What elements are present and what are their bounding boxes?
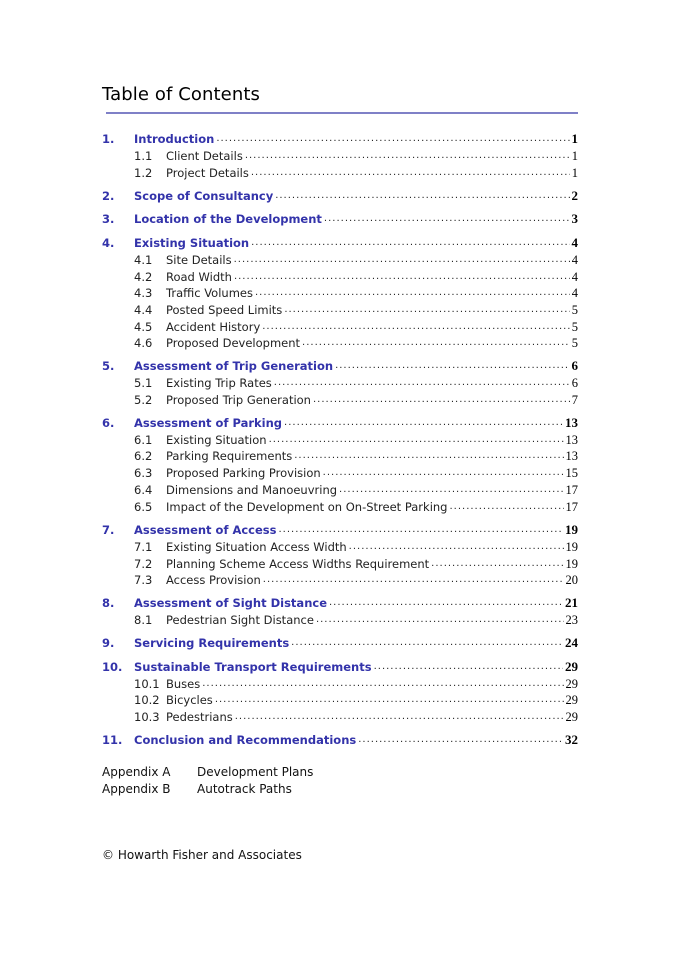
toc-dot-leader [255,286,570,300]
appendix-label: Appendix A [102,765,171,779]
toc-dot-leader [374,660,563,674]
toc-entry-number: 6. [102,416,115,430]
toc-entry-number: 6.1 [134,433,153,447]
toc-entry-label: Client Details [166,149,243,163]
toc-dot-leader [284,303,569,317]
toc-section-entry[interactable] [102,210,578,226]
toc-entry-text [134,359,578,373]
toc-entry-label: Assessment of Trip Generation [134,359,334,373]
toc-entry-number: 4.6 [134,336,153,350]
toc-entry-label: Parking Requirements [166,449,293,463]
toc-section-entry[interactable] [102,731,578,747]
toc-entry-page: 4 [571,253,578,267]
toc-entry-page: 13 [565,415,578,430]
toc-entry-text [134,523,578,537]
toc-section-entry[interactable] [102,130,578,146]
toc-entry-page: 17 [565,483,578,497]
toc-entry-text [166,433,578,447]
toc-entry-page: 4 [571,270,578,284]
toc-dot-leader [349,540,564,554]
toc-entry-page: 5 [571,320,578,334]
toc-dot-leader [245,149,570,163]
toc-entry-number: 6.5 [134,500,153,514]
toc-entry-page: 7 [571,393,578,407]
toc-entry-text [134,416,578,430]
toc-entry-page: 32 [565,732,578,747]
toc-dot-leader [335,359,569,373]
toc-entry-page: 15 [565,466,578,480]
toc-entry-label: Introduction [134,132,215,146]
toc-entry-label: Buses [166,677,201,691]
toc-entry-text [166,303,578,317]
toc-dot-leader [263,573,564,587]
toc-entry-number: 4.3 [134,286,153,300]
toc-entry-label: Sustainable Transport Requirements [134,660,372,674]
toc-entry-page: 20 [565,573,578,587]
toc-subsection-entry[interactable] [102,691,578,707]
toc-entry-page: 4 [571,235,578,250]
toc-entry-number: 9. [102,636,115,650]
toc-entry-number: 4.2 [134,270,153,284]
toc-subsection-entry[interactable] [102,147,578,163]
toc-dot-leader [215,693,564,707]
toc-subsection-entry[interactable] [102,555,578,571]
toc-section-entry[interactable] [102,234,578,250]
toc-subsection-entry[interactable] [102,447,578,463]
toc-dot-leader [234,270,570,284]
toc-entry-number: 1.2 [134,166,153,180]
toc-entry-label: Road Width [166,270,232,284]
toc-entry-number: 5.2 [134,393,153,407]
toc-subsection-entry[interactable] [102,251,578,267]
toc-entry-text [166,166,578,180]
toc-subsection-entry[interactable] [102,571,578,587]
toc-entry-label: Planning Scheme Access Widths Requirement [166,557,430,571]
toc-subsection-entry[interactable] [102,284,578,300]
toc-entry-number: 6.2 [134,449,153,463]
toc-entry-page: 29 [565,693,578,707]
toc-entry-number: 8.1 [134,613,153,627]
toc-entry-number: 7.3 [134,573,153,587]
toc-entry-number: 8. [102,596,115,610]
toc-entry-label: Traffic Volumes [166,286,253,300]
toc-dot-leader [294,449,563,463]
toc-entry-page: 3 [571,211,578,226]
toc-entry-number: 3. [102,212,115,226]
toc-subsection-entry[interactable] [102,431,578,447]
toc-entry-text [166,253,578,267]
toc-entry-label: Access Provision [166,573,261,587]
toc-entry-label: Assessment of Access [134,523,277,537]
toc-entry-label: Conclusion and Recommendations [134,733,357,747]
toc-entry-label: Scope of Consultancy [134,189,274,203]
toc-dot-leader [313,393,570,407]
toc-entry-text [166,500,578,514]
toc-entry-label: Proposed Trip Generation [166,393,311,407]
toc-dot-leader [339,483,563,497]
appendix-title: Development Plans [197,765,314,779]
toc-entry-text [134,660,578,674]
toc-entry-page: 19 [565,522,578,537]
toc-dot-leader [274,376,570,390]
toc-entry-label: Proposed Parking Provision [166,466,321,480]
toc-entry-page: 5 [571,303,578,317]
toc-subsection-entry[interactable] [102,301,578,317]
toc-entry-label: Existing Trip Rates [166,376,272,390]
toc-entry-page: 29 [565,710,578,724]
toc-entry-label: Existing Situation [166,433,267,447]
toc-dot-leader [235,710,564,724]
toc-entry-text [166,270,578,284]
toc-dot-leader [431,557,563,571]
toc-entry-label: Servicing Requirements [134,636,290,650]
toc-entry-label: Project Details [166,166,249,180]
toc-entry-text [166,710,578,724]
toc-subsection-entry[interactable] [102,481,578,497]
toc-dot-leader [302,336,570,350]
toc-entry-label: Assessment of Parking [134,416,283,430]
toc-subsection-entry[interactable] [102,675,578,691]
toc-subsection-entry[interactable] [102,464,578,480]
title-divider [106,112,578,114]
toc-entry-label: Assessment of Sight Distance [134,596,327,610]
toc-dot-leader [216,132,569,146]
toc-entry-text [134,596,578,610]
toc-entry-text [166,466,578,480]
toc-entry-number: 11. [102,733,123,747]
toc-entry-number: 1.1 [134,149,153,163]
toc-entry-page: 13 [565,449,578,463]
toc-entry-number: 4.4 [134,303,153,317]
toc-entry-number: 1. [102,132,115,146]
toc-entry-number: 10.1 [134,677,160,691]
toc-entry-text [166,336,578,350]
toc-entry-page: 13 [565,433,578,447]
toc-entry-number: 7.1 [134,540,153,554]
toc-dot-leader [269,433,564,447]
toc-entry-text [166,286,578,300]
toc-entry-number: 10.2 [134,693,160,707]
toc-section-entry[interactable] [102,187,578,203]
toc-entry-label: Posted Speed Limits [166,303,283,317]
toc-entry-label: Dimensions and Manoeuvring [166,483,338,497]
toc-entry-page: 23 [565,613,578,627]
toc-dot-leader [278,523,563,537]
toc-entry-number: 10.3 [134,710,160,724]
toc-entry-number: 4.5 [134,320,153,334]
toc-entry-text [134,212,578,226]
appendix-label: Appendix B [102,782,171,796]
toc-dot-leader [284,416,563,430]
toc-entry-text [166,320,578,334]
toc-entry-number: 7.2 [134,557,153,571]
toc-entry-label: Bicycles [166,693,213,707]
toc-entry-text [166,149,578,163]
toc-entry-page: 1 [571,149,578,163]
toc-dot-leader [291,636,563,650]
toc-entry-text [166,449,578,463]
toc-subsection-entry[interactable] [102,708,578,724]
toc-section-entry[interactable] [102,357,578,373]
toc-entry-text [134,132,578,146]
toc-entry-number: 4.1 [134,253,153,267]
toc-dot-leader [275,189,569,203]
toc-section-entry[interactable] [102,634,578,650]
toc-entry-text [166,393,578,407]
toc-entry-text [134,236,578,250]
toc-entry-text [166,613,578,627]
toc-dot-leader [262,320,570,334]
toc-subsection-entry[interactable] [102,318,578,334]
toc-entry-page: 6 [571,358,578,373]
toc-entry-number: 2. [102,189,115,203]
toc-entry-page: 1 [571,131,578,146]
toc-entry-page: 6 [571,376,578,390]
toc-entry-text [166,376,578,390]
toc-entry-page: 1 [571,166,578,180]
toc-entry-page: 29 [565,677,578,691]
toc-entry-text [134,636,578,650]
toc-subsection-entry[interactable] [102,268,578,284]
toc-entry-page: 21 [565,595,578,610]
toc-entry-number: 7. [102,523,115,537]
appendix-title: Autotrack Paths [197,782,292,796]
toc-dot-leader [316,613,564,627]
toc-entry-page: 29 [565,659,578,674]
toc-entry-label: Pedestrians [166,710,233,724]
toc-dot-leader [251,166,570,180]
toc-subsection-entry[interactable] [102,374,578,390]
toc-dot-leader [202,677,563,691]
toc-dot-leader [324,212,570,226]
toc-dot-leader [329,596,563,610]
toc-entry-label: Existing Situation Access Width [166,540,347,554]
toc-subsection-entry[interactable] [102,164,578,180]
toc-entry-number: 10. [102,660,123,674]
toc-entry-text [166,677,578,691]
toc-entry-number: 5.1 [134,376,153,390]
toc-subsection-entry[interactable] [102,391,578,407]
toc-entry-text [134,733,578,747]
toc-entry-text [134,189,578,203]
toc-section-entry[interactable] [102,521,578,537]
toc-subsection-entry[interactable] [102,611,578,627]
copyright-footer: © Howarth Fisher and Associates [102,848,302,862]
toc-subsection-entry[interactable] [102,498,578,514]
toc-entry-page: 17 [565,500,578,514]
toc-entry-number: 6.4 [134,483,153,497]
toc-entry-label: Accident History [166,320,261,334]
toc-subsection-entry[interactable] [102,334,578,350]
toc-entry-number: 6.3 [134,466,153,480]
toc-subsection-entry[interactable] [102,538,578,554]
toc-entry-text [166,557,578,571]
toc-dot-leader [251,236,569,250]
toc-dot-leader [358,733,563,747]
toc-entry-label: Location of the Development [134,212,322,226]
toc-entry-text [166,540,578,554]
toc-entry-page: 24 [565,635,578,650]
toc-entry-text [166,693,578,707]
toc-section-entry[interactable] [102,414,578,430]
toc-entry-label: Proposed Development [166,336,301,350]
toc-entry-label: Existing Situation [134,236,250,250]
toc-entry-number: 5. [102,359,115,373]
page-title: Table of Contents [102,84,261,105]
toc-section-entry[interactable] [102,594,578,610]
toc-dot-leader [449,500,563,514]
toc-entry-page: 2 [571,188,578,203]
toc-entry-text [166,483,578,497]
toc-entry-label: Pedestrian Sight Distance [166,613,314,627]
toc-entry-label: Impact of the Development on On-Street Parking [166,500,448,514]
toc-entry-text [166,573,578,587]
toc-entry-page: 4 [571,286,578,300]
toc-entry-page: 5 [571,336,578,350]
toc-entry-label: Site Details [166,253,232,267]
toc-entry-page: 19 [565,557,578,571]
toc-dot-leader [234,253,570,267]
toc-entry-number: 4. [102,236,115,250]
toc-dot-leader [323,466,564,480]
toc-section-entry[interactable] [102,658,578,674]
toc-entry-page: 19 [565,540,578,554]
